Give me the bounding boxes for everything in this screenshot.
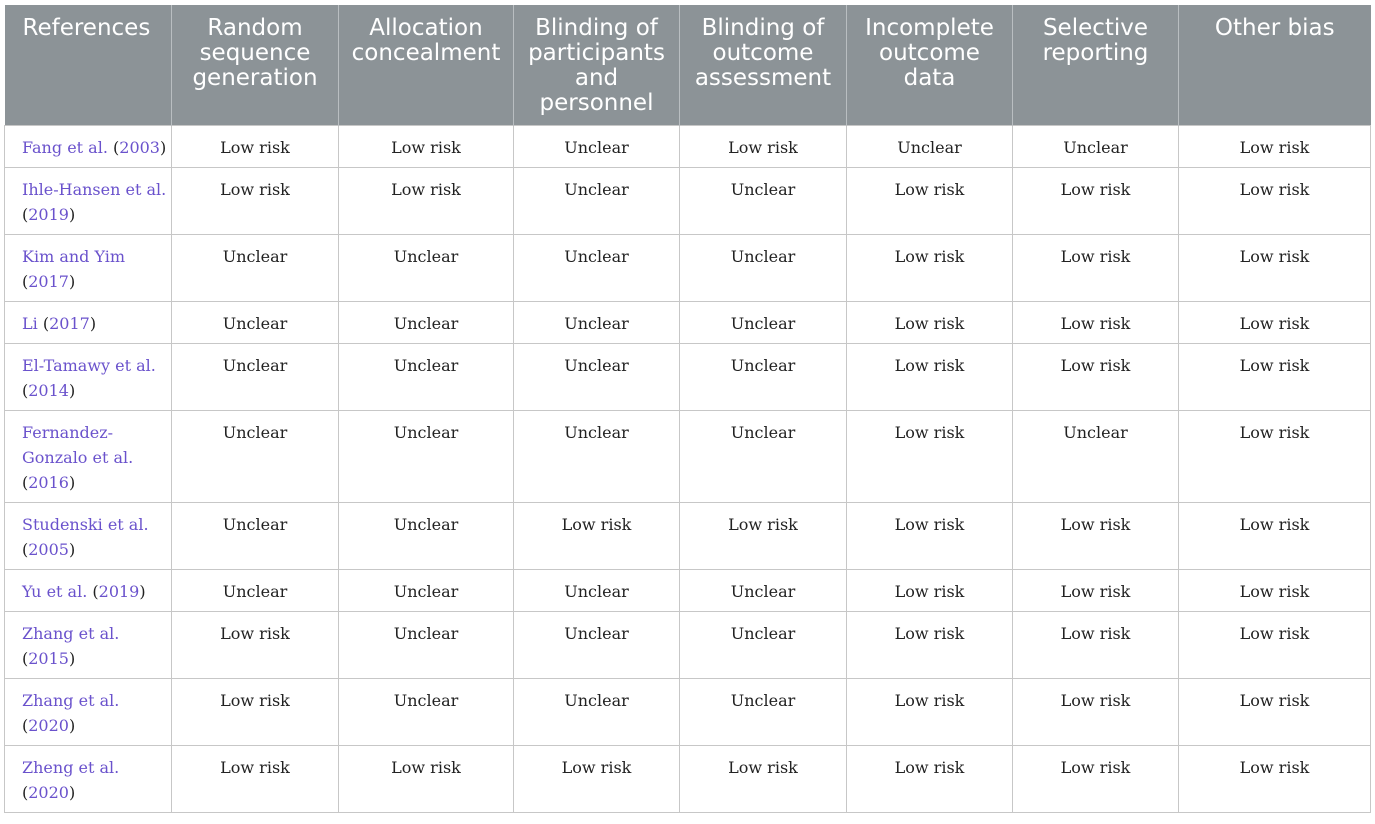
table-cell: Low risk <box>1179 746 1371 813</box>
table-cell: Unclear <box>514 302 680 344</box>
table-cell: Low risk <box>172 168 339 235</box>
header-blinding-outcome: Blinding of outcome assessment <box>680 5 847 126</box>
header-blinding-participants: Blinding of participants and personnel <box>514 5 680 126</box>
table-cell: Low risk <box>514 746 680 813</box>
year-link[interactable]: 2019 <box>28 205 69 224</box>
author-link[interactable]: Fernandez-Gonzalo et al. <box>22 423 134 467</box>
table-cell: Low risk <box>847 302 1013 344</box>
table-cell: Unclear <box>339 411 514 503</box>
table-row <box>5 168 1371 235</box>
table-row <box>5 679 1371 746</box>
table-cell: Low risk <box>1013 679 1179 746</box>
table-cell: Low risk <box>847 612 1013 679</box>
table-row <box>5 570 1371 612</box>
author-link[interactable]: Studenski et al. <box>22 515 149 534</box>
table-cell: Low risk <box>172 679 339 746</box>
table-cell: Unclear <box>514 411 680 503</box>
table-cell: Unclear <box>514 612 680 679</box>
year-link[interactable]: 2020 <box>28 783 69 802</box>
table-cell: Low risk <box>1179 126 1371 168</box>
table-cell: Low risk <box>172 746 339 813</box>
table-cell: Unclear <box>1013 126 1179 168</box>
reference-cell: Zhang et al. (2020) <box>5 679 172 746</box>
author-link[interactable]: Zhang et al. <box>22 624 120 643</box>
reference-cell: Studenski et al. (2005) <box>5 503 172 570</box>
table-cell: Low risk <box>172 612 339 679</box>
year-link[interactable]: 2003 <box>119 138 160 157</box>
author-link[interactable]: El-Tamawy et al. <box>22 356 156 375</box>
reference-cell: Zhang et al. (2015) <box>5 612 172 679</box>
table-cell: Unclear <box>514 235 680 302</box>
reference-cell: Ihle-Hansen et al. (2019) <box>5 168 172 235</box>
year-link[interactable]: 2017 <box>49 314 90 333</box>
table-cell: Unclear <box>514 344 680 411</box>
header-row <box>5 5 1371 126</box>
table-row <box>5 612 1371 679</box>
header-random-sequence-generation: Random sequence generation <box>172 5 339 126</box>
table-cell: Low risk <box>1013 302 1179 344</box>
table-cell: Unclear <box>339 570 514 612</box>
table-cell: Unclear <box>172 411 339 503</box>
table-cell: Low risk <box>1013 746 1179 813</box>
table-cell: Low risk <box>172 126 339 168</box>
author-link[interactable]: Fang et al. <box>22 138 108 157</box>
year-link[interactable]: 2005 <box>28 540 69 559</box>
reference-cell: Fang et al. (2003) <box>5 126 172 168</box>
header-selective-reporting: Selective reporting <box>1013 5 1179 126</box>
reference-cell: Fernandez-Gonzalo et al. (2016) <box>5 411 172 503</box>
table-cell: Low risk <box>680 126 847 168</box>
table-cell: Low risk <box>1179 679 1371 746</box>
table-row <box>5 235 1371 302</box>
table-cell: Low risk <box>680 746 847 813</box>
reference-cell: Li (2017) <box>5 302 172 344</box>
table-cell: Low risk <box>847 570 1013 612</box>
table-cell: Low risk <box>1179 612 1371 679</box>
table-cell: Low risk <box>847 344 1013 411</box>
table-cell: Low risk <box>1013 168 1179 235</box>
table-cell: Unclear <box>339 302 514 344</box>
reference-cell: Kim and Yim (2017) <box>5 235 172 302</box>
table-row <box>5 411 1371 503</box>
table-cell: Unclear <box>172 344 339 411</box>
year-link[interactable]: 2015 <box>28 649 69 668</box>
table-cell: Unclear <box>680 411 847 503</box>
table-cell: Unclear <box>680 235 847 302</box>
table-cell: Low risk <box>1179 570 1371 612</box>
table-cell: Low risk <box>680 503 847 570</box>
reference-cell: Yu et al. (2019) <box>5 570 172 612</box>
header-incomplete-outcome: Incomplete outcome data <box>847 5 1013 126</box>
table-cell: Low risk <box>339 168 514 235</box>
year-link[interactable]: 2020 <box>28 716 69 735</box>
table-cell: Unclear <box>339 344 514 411</box>
table-cell: Unclear <box>339 503 514 570</box>
reference-cell: El-Tamawy et al. (2014) <box>5 344 172 411</box>
table-row <box>5 302 1371 344</box>
table-row <box>5 126 1371 168</box>
reference-cell: Zheng et al. (2020) <box>5 746 172 813</box>
table-cell: Low risk <box>514 503 680 570</box>
table-cell: Unclear <box>680 679 847 746</box>
header-other-bias: Other bias <box>1179 5 1371 126</box>
table-cell: Unclear <box>172 503 339 570</box>
table-cell: Low risk <box>847 235 1013 302</box>
author-link[interactable]: Yu et al. <box>22 582 88 601</box>
author-link[interactable]: Zhang et al. <box>22 691 120 710</box>
table-row <box>5 344 1371 411</box>
table-cell: Low risk <box>1179 344 1371 411</box>
author-link[interactable]: Kim and Yim <box>22 247 126 266</box>
table-cell: Low risk <box>339 746 514 813</box>
header-allocation-concealment: Allocation concealment <box>339 5 514 126</box>
table-cell: Low risk <box>847 746 1013 813</box>
table-cell: Unclear <box>172 302 339 344</box>
table-cell: Unclear <box>172 235 339 302</box>
table-cell: Unclear <box>514 168 680 235</box>
table-cell: Low risk <box>1013 570 1179 612</box>
year-link[interactable]: 2016 <box>28 473 69 492</box>
table-cell: Unclear <box>680 570 847 612</box>
year-link[interactable]: 2014 <box>28 381 69 400</box>
table-cell: Low risk <box>1013 344 1179 411</box>
table-cell: Unclear <box>514 570 680 612</box>
table-cell: Low risk <box>847 679 1013 746</box>
table-cell: Unclear <box>514 679 680 746</box>
table-row <box>5 503 1371 570</box>
header-references: References <box>5 5 172 126</box>
year-link[interactable]: 2019 <box>98 582 140 601</box>
table-cell: Low risk <box>339 126 514 168</box>
table-cell: Low risk <box>847 503 1013 570</box>
table-cell: Low risk <box>1179 168 1371 235</box>
table-cell: Unclear <box>680 168 847 235</box>
table-cell: Low risk <box>1013 235 1179 302</box>
table-cell: Low risk <box>1179 302 1371 344</box>
table-cell: Low risk <box>847 411 1013 503</box>
table-cell: Unclear <box>680 302 847 344</box>
author-link[interactable]: Zheng et al. <box>22 758 120 777</box>
table-cell: Unclear <box>339 679 514 746</box>
table-cell: Low risk <box>847 168 1013 235</box>
table-cell: Low risk <box>1013 503 1179 570</box>
table-cell: Unclear <box>172 570 339 612</box>
table-cell: Unclear <box>1013 411 1179 503</box>
author-link[interactable]: Li <box>22 314 38 333</box>
table-cell: Unclear <box>847 126 1013 168</box>
table-row <box>5 746 1371 813</box>
table-cell: Low risk <box>1179 503 1371 570</box>
table-cell: Low risk <box>1179 411 1371 503</box>
table-cell: Unclear <box>339 612 514 679</box>
table-cell: Unclear <box>514 126 680 168</box>
risk-of-bias-table <box>4 5 1371 813</box>
year-link[interactable]: 2017 <box>28 272 69 291</box>
table-cell: Unclear <box>339 235 514 302</box>
table-cell: Low risk <box>1013 612 1179 679</box>
table-cell: Low risk <box>1179 235 1371 302</box>
table-cell: Unclear <box>680 612 847 679</box>
table-cell: Unclear <box>680 344 847 411</box>
author-link[interactable]: Ihle-Hansen et al. <box>22 180 167 199</box>
